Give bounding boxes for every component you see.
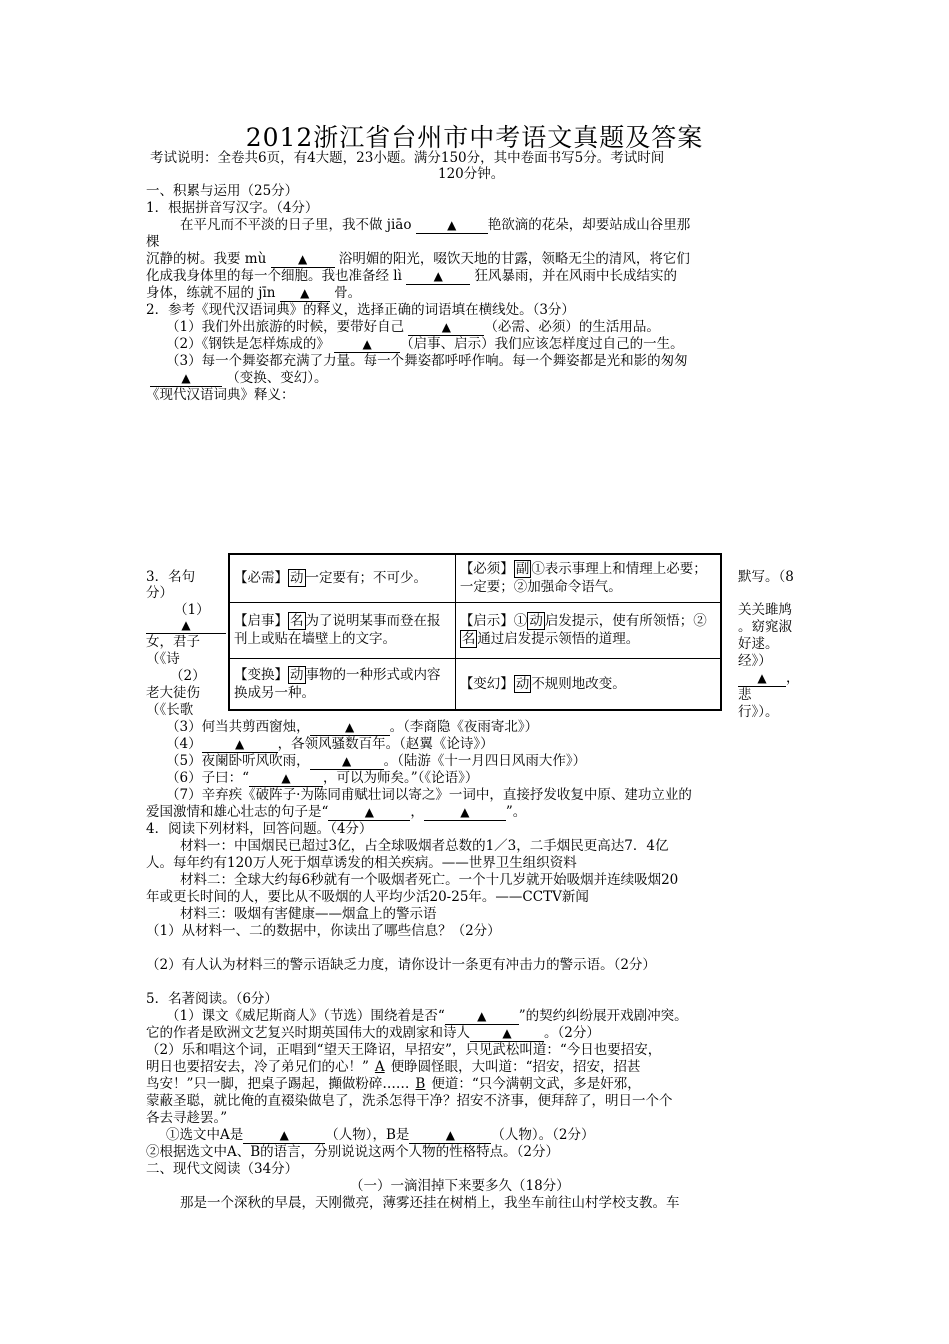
q4-question-1: （1）从材料一、二的数据中，你读出了哪些信息？（2分）: [146, 923, 501, 939]
dict-entry-bianhuan: 【变换】 动 事物的一种形式或内容换成另一种。: [229, 658, 455, 710]
q3-item-2-right-2: 悲: [738, 687, 752, 703]
q5-item-1: ①选文中A是 ▲ （人物），B是 ▲ （人物）。（2分）: [166, 1127, 595, 1143]
q5-item-2: ②根据选文中A、B的语言，分别说说这两个人物的性格特点。（2分）: [146, 1144, 560, 1160]
q4-material-1: 材料一：中国烟民已超过3亿，占全球吸烟者总数的1／3，二手烟民更高达7．4亿: [180, 838, 669, 854]
q5-part-2-line-4: 蒙蔽圣聪，就比俺的直裰染做皂了，洗杀怎得干净？招安不济事，便拜辞了，明日一个个: [146, 1093, 673, 1109]
answer-blank[interactable]: ▲: [150, 371, 222, 387]
q5-label: 5．名著阅读。（6分）: [146, 991, 278, 1007]
q3-item-2-text: 老大徒伤: [146, 685, 200, 701]
exam-instructions: 考试说明：全卷共6页，有4大题，23小题。满分150分，其中卷面书写5分。考试时间: [150, 150, 665, 166]
q3-item-6: （6）子曰：“ ▲ ，可以为师矣。”（《论语》）: [166, 770, 479, 786]
q3-item-1-right-4: 经》）: [738, 653, 772, 669]
q3-item-2-num: （2）: [170, 668, 206, 684]
answer-blank[interactable]: ▲: [310, 720, 390, 736]
exam-instructions-cont: 120分钟。: [438, 166, 505, 182]
dict-entry-bixu-must: 【必须】 副 ①表示事理上和情理上必要；一定要；②加强命令语气。: [455, 554, 721, 602]
answer-blank[interactable]: ▲: [738, 671, 786, 687]
q3-item-1-num: （1）: [174, 602, 210, 618]
q5-part-2-line-5: 各去寻趁罢。”: [146, 1110, 228, 1126]
marker-b: B: [415, 1076, 426, 1092]
q1-label: 1．根据拼音写汉字。（4分）: [146, 200, 319, 216]
q4-material-3: 材料三：吸烟有害健康——烟盒上的警示语: [180, 906, 437, 922]
q5-part-1: （1）课文《威尼斯商人》（节选）围绕着是否“ ▲ ”的契约纠纷展开戏剧冲突。: [166, 1008, 688, 1024]
q3-item-5: （5）夜阑卧听风吹雨， ▲ 。（陆游《十一月四日风雨大作》）: [166, 753, 587, 769]
answer-blank[interactable]: ▲: [334, 337, 400, 353]
dictionary-label: 《现代汉语词典》释义：: [146, 387, 295, 403]
q2-item-3-cont: ▲ （变换、变幻）。: [150, 370, 328, 387]
dict-entry-qishi-inspire: 【启示】① 动 启发提示，使有所领悟；②名 通过启发提示领悟的道理。: [455, 602, 721, 658]
q5-part-2: （2）乐和唱这个词，正唱到“望天王降诏，早招安”，只见武松叫道：“今日也要招安，: [146, 1042, 662, 1058]
q1-text-1: 在平凡而不平淡的日子里，我不做 jiāo ▲ 艳欲滴的花朵，却要站成山谷里那: [180, 217, 691, 233]
section2-subheading: （一）一滴泪掉下来要多久（18分）: [350, 1178, 570, 1194]
q3-item-7: （7）辛弃疾《破阵子·为陈同甫赋壮词以寄之》一词中，直接抒发收复中原、建功立业的: [166, 787, 692, 803]
answer-blank[interactable]: ▲: [445, 1009, 519, 1025]
q3-label-right: 默写。（8: [738, 569, 794, 585]
q4-material-2-cont: 年或更长时间的人，要比从不吸烟的人平均少活20-25年。——CCTV新闻: [146, 889, 589, 905]
answer-blank[interactable]: ▲: [409, 1128, 491, 1144]
q4-material-1-cont: 人。每年约有120万人死于烟草诱发的相关疾病。——世界卫生组织资料: [146, 855, 577, 871]
q3-item-2-right: ▲ ，: [738, 670, 800, 687]
q2-label: 2．参考《现代汉语词典》的释义，选择正确的词语填在横线处。（3分）: [146, 302, 575, 318]
q3-item-7-cont: 爱国激情和雄心壮志的句子是“ ▲ ， ▲ ”。: [146, 804, 527, 820]
answer-blank[interactable]: ▲: [424, 805, 506, 821]
q1-text-2: 棵: [146, 234, 160, 250]
dict-entry-bianhuan-fantasy: 【变幻】 动 不规则地改变。: [455, 658, 721, 710]
q3-item-1-src: （《诗: [146, 651, 180, 667]
section2-heading: 二、现代文阅读（34分）: [146, 1161, 299, 1177]
q3-item-1-text: 女，君子: [146, 634, 200, 650]
q5-part-2-line-3: 鸟安！”只一脚，把桌子踢起，攧做粉碎…… B 便道：“只今满朝文武，多是奸邪，: [146, 1076, 641, 1092]
q1-text-5: 身体，练就不屈的 jīn ▲ 骨。: [146, 285, 362, 301]
q1-text-3: 沉静的树。我要 mù ▲ 浴明媚的阳光，啜饮天地的甘露，领略无尘的清风，将它们: [146, 251, 690, 267]
q4-question-2: （2）有人认为材料三的警示语缺乏力度，请你设计一条更有冲击力的警示语。（2分）: [146, 957, 656, 973]
q3-item-1-blank: [146, 617, 226, 634]
answer-blank[interactable]: ▲: [470, 1026, 544, 1042]
answer-blank[interactable]: ▲: [271, 252, 335, 268]
dict-entry-bixu-need: 【必需】 动 一定要有；不可少。: [229, 554, 455, 602]
answer-blank[interactable]: ▲: [243, 1128, 325, 1144]
answer-blank[interactable]: ▲: [328, 805, 410, 821]
dictionary-table: [228, 553, 722, 711]
q3-item-4: （4） ▲ ，各领风骚数百年。（赵翼《论诗》）: [166, 736, 494, 752]
q3-item-3: （3）何当共剪西窗烛， ▲ 。（李商隐《夜雨寄北》）: [166, 719, 539, 735]
q3-item-1-right: 关关雎鸠: [738, 602, 792, 618]
q2-item-1: （1）我们外出旅游的时候，要带好自己 ▲ （必需、必须）的生活用品。: [166, 319, 660, 335]
q3-item-2-right-3: 行》）。: [738, 704, 779, 720]
q5-part-2-line-2: 明日也要招安去，冷了弟兄们的心！” A 便睁圆怪眼，大叫道：“招安，招安，招甚: [146, 1059, 641, 1075]
answer-blank[interactable]: ▲: [416, 218, 488, 234]
q5-part-1-cont: 它的作者是欧洲文艺复兴时期英国伟大的戏剧家和诗人 ▲ 。（2分）: [146, 1025, 600, 1041]
q2-item-2: （2）《钢铁是怎样炼成的》 ▲ （启事、启示）我们应该怎样度过自己的一生。: [166, 336, 684, 352]
answer-blank[interactable]: ▲: [406, 269, 470, 285]
q4-material-2: 材料二：全球大约每6秒就有一个吸烟者死亡。一个十几岁就开始吸烟并连续吸烟20: [180, 872, 679, 888]
page-title: 2012浙江省台州市中考语文真题及答案: [245, 123, 704, 152]
dict-entry-qishi-notice: 【启事】 名 为了说明某事而登在报刊上或贴在墙壁上的文字。: [229, 602, 455, 658]
answer-blank[interactable]: ▲: [146, 618, 226, 634]
answer-blank[interactable]: ▲: [202, 737, 278, 753]
answer-blank[interactable]: ▲: [280, 286, 330, 302]
q4-label: 4．阅读下列材料，回答问题。（4分）: [146, 821, 373, 837]
marker-a: A: [374, 1059, 385, 1075]
q3-label: 3．名句: [146, 569, 196, 585]
q2-item-3: （3）每一个舞姿都充满了力量。每一个舞姿都呼呼作响。每一个舞姿都是光和影的匆匆: [166, 353, 688, 369]
q3-item-1-right-2: 。窈窕淑: [738, 619, 792, 635]
section2-paragraph-1: 那是一个深秋的早晨，天刚微亮，薄雾还挂在树梢上，我坐车前往山村学校支教。车: [180, 1195, 680, 1211]
answer-blank[interactable]: ▲: [310, 754, 384, 770]
q3-item-1-right-3: 好逑。: [738, 636, 779, 652]
q1-text-4: 化成我身体里的每一个细胞。我也准备经 lì ▲ 狂风暴雨，并在风雨中长成结实的: [146, 268, 678, 284]
answer-blank[interactable]: ▲: [408, 320, 484, 336]
section1-heading: 一、积累与运用（25分）: [146, 183, 299, 199]
q3-label-cont: 分）: [146, 585, 173, 601]
q3-item-2-src: （《长歌: [146, 702, 194, 718]
answer-blank[interactable]: ▲: [249, 771, 323, 787]
